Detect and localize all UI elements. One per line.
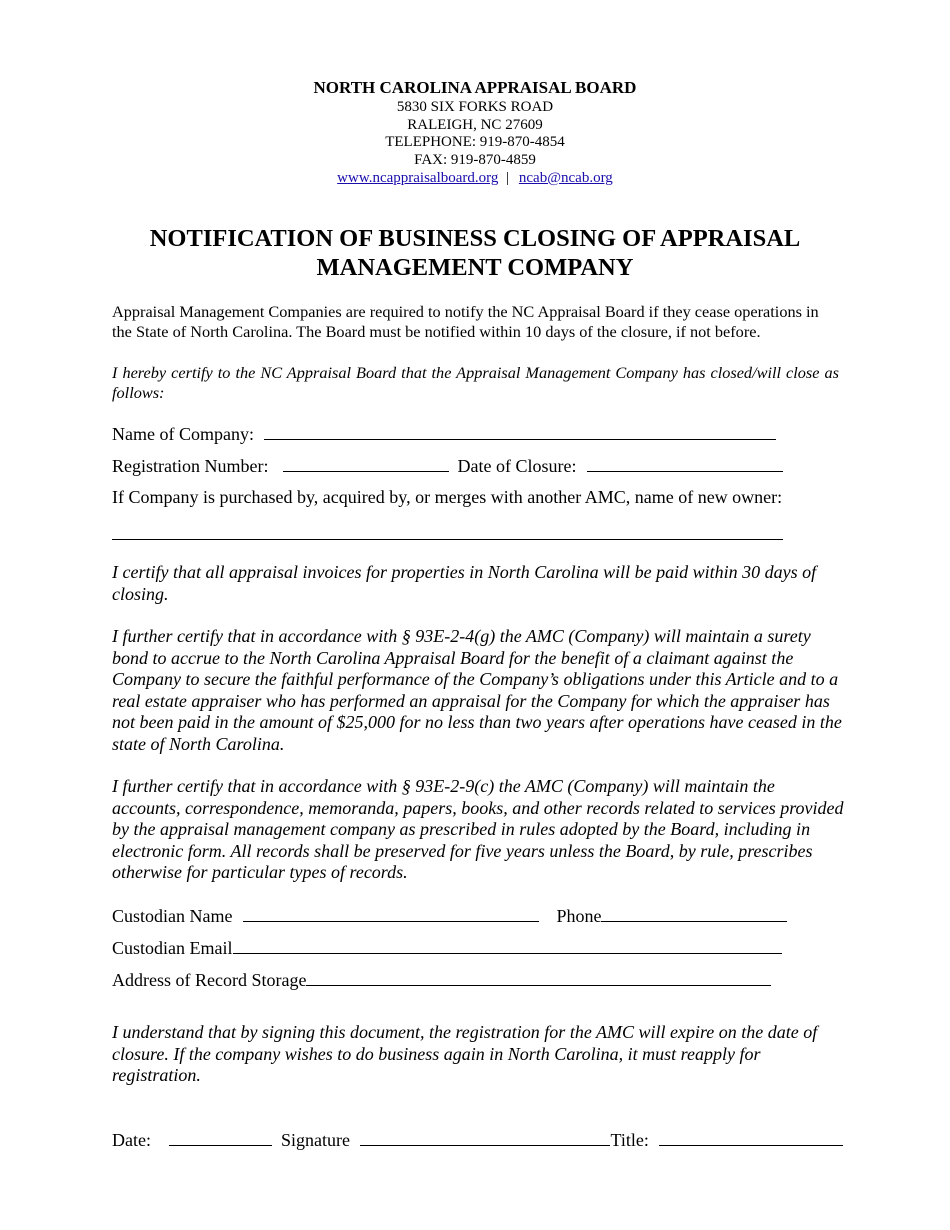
- phone-field[interactable]: [601, 904, 787, 922]
- link-separator: |: [506, 170, 510, 186]
- custodian-name-field[interactable]: [243, 904, 539, 922]
- invoices-statement: I certify that all appraisal invoices for properties in North Carolina will be paid within 30 days of closing.: [112, 562, 817, 604]
- record-storage-row: [112, 968, 771, 991]
- website-link[interactable]: www.ncappraisalboard.org: [337, 170, 499, 186]
- telephone: TELEPHONE: 919-870-4854: [385, 134, 565, 150]
- signature-label: Signature: [280, 1130, 350, 1150]
- surety-statement: I further certify that in accordance with § 93E-2-4(g) the AMC (Company) will maintain a surety bond to accrue to the North Carolina Appraisal Board for the benefit of a claimant against the Company to secure the faithful performance of the Company’s obligations under this Article and to a real estate appraiser who has performed an appraisal for the Company for which the appraiser has not been paid in the amount of $25,000 for no less than two years after operations have ceased in the state of North Carolina.: [112, 626, 842, 754]
- custodian-email-row: [112, 936, 782, 959]
- custodian-email-field[interactable]: [233, 936, 782, 954]
- signature-row: [112, 1128, 843, 1151]
- registration-row: [112, 454, 783, 477]
- registration-number-field[interactable]: [283, 454, 449, 472]
- fax: FAX: 919-870-4859: [414, 152, 536, 168]
- expiration-statement: I understand that by signing this document, the registration for the AMC will expire on the date of closure. If the company wishes to do business again in North Carolina, it must reapply for registration.: [112, 1022, 818, 1085]
- form-title-line-1: NOTIFICATION OF BUSINESS CLOSING OF APPRAISAL: [149, 225, 801, 252]
- date-of-closure-label: Date of Closure:: [457, 456, 577, 476]
- record-storage-label: Address of Record Storage: [112, 970, 307, 990]
- new-owner-label: If Company is purchased by, acquired by, or merges with another AMC, name of new owner:: [112, 487, 783, 507]
- intro-paragraph: Appraisal Management Companies are required to notify the NC Appraisal Board if they cease operations in the State of North Carolina. The Board must be notified within 10 days of the closure, if not before.: [112, 302, 819, 341]
- certify-statement: I hereby certify to the NC Appraisal Board that the Appraisal Management Company has closed/will close as follows:: [112, 363, 839, 402]
- form-title-line-2: MANAGEMENT COMPANY: [316, 254, 634, 281]
- title-field[interactable]: [659, 1128, 843, 1146]
- signature-field[interactable]: [360, 1128, 610, 1146]
- address-line-1: 5830 SIX FORKS ROAD: [396, 99, 554, 115]
- custodian-name-label: Custodian Name: [112, 906, 233, 926]
- company-name-row: [112, 422, 776, 445]
- registration-number-label: Registration Number:: [112, 456, 269, 476]
- contact-links: [0, 170, 950, 187]
- record-storage-field[interactable]: [306, 968, 771, 986]
- records-statement: I further certify that in accordance with § 93E-2-9(c) the AMC (Company) will maintain the accounts, correspondence, memoranda, papers, books, and other records related to services provided by the appraisal management company as prescribed in rules adopted by the Board, including in electronic form. All records shall be preserved for five years unless the Board, by rule, prescribes otherwise for particular types of records.: [112, 776, 844, 882]
- date-label: Date:: [112, 1130, 151, 1150]
- date-field[interactable]: [169, 1128, 272, 1146]
- custodian-email-label: Custodian Email: [112, 938, 233, 958]
- company-name-label: Name of Company:: [112, 424, 254, 444]
- custodian-row: [112, 904, 787, 927]
- date-of-closure-field[interactable]: [587, 454, 783, 472]
- address-line-2: RALEIGH, NC 27609: [407, 117, 543, 133]
- new-owner-field[interactable]: [112, 522, 783, 540]
- company-name-field[interactable]: [264, 422, 776, 440]
- board-name: NORTH CAROLINA APPRAISAL BOARD: [313, 78, 637, 97]
- title-label: Title:: [610, 1130, 649, 1150]
- email-link[interactable]: ncab@ncab.org: [518, 170, 613, 186]
- phone-label: Phone: [556, 906, 602, 926]
